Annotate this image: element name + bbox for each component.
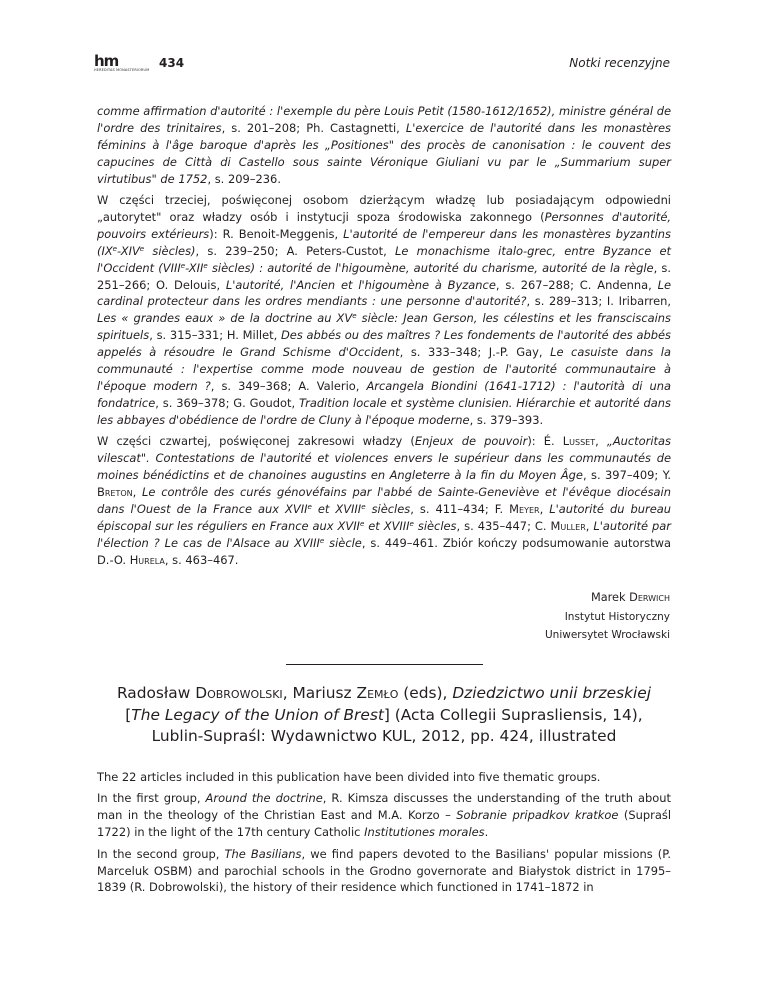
reviewer-affiliation-university: Uniwersytet Wrocławski — [544, 629, 670, 641]
review-title-line-2: [The Legacy of the Union of Brest] (Acta Collegii Suprasliensis, 14), — [125, 705, 643, 724]
review-title-line-1: Radosław Dobrowolski, Mariusz Zemło (eds), Dziedzictwo unii brzeskiej — [116, 684, 652, 702]
main-text — [97, 103, 671, 573]
review-paragraph-second-group: In the second group, The Basilians, we find papers devoted to the Basilians' popular missions (P. Marceluk OSBM) and parochial schools in the Grodno governorate and Białystok district in 1795–1839 (R. Dobrowolski), the history of their residence which functioned in 1741–1872 in — [97, 846, 671, 895]
page-number: 434 — [159, 56, 185, 70]
review-paragraph-intro: The 22 articles included in this publication have been divided into five thematic groups. — [97, 770, 601, 784]
publisher-logo — [94, 52, 150, 78]
review-text — [97, 769, 671, 901]
reviewer-affiliation-institute: Instytut Historyczny — [564, 610, 670, 623]
paragraph-part-two-end: comme affirmation d'autorité : l'exemple du père Louis Petit (1580-1612/1652), ministre général de l'ordre des trinitaires, s. 201–208; Ph. Castagnetti, L'exercice de l'autorité dans les monastères féminins à l'âge baroque d'après les „Positiones" des procès de canonisation : le couvent des capucines de Città di Castello sous sainte Véronique Giuliani vu par le „Summarium super virtutibus" de 1752, s. 209–236. — [97, 104, 671, 186]
reviewer-name: Marek Derwich — [590, 591, 670, 604]
paragraph-part-four: W części czwartej, poświęconej zakresowi władzy (Enjeux de pouvoir): É. Lusset, „Auctoritas vilescat". Contestations de l'autorité et violences envers le supérieur dans les communautés de moines bénédictins et de chanoines augustins en Angleterre à la fin du Moyen Âge, s. 397–409; Y. Breton, Le contrôle des curés génovéfains par l'abbé de Sainte-Geneviève et l'évêque diocésain dans l'Ouest de la France aux XVIIe et XVIIIe siècles, s. 411–434; F. Meyer, L'autorité du bureau épiscopal sur les réguliers en France aux XVIIe et XVIIIe siècles, s. 435–447; C. Muller, L'autorité par l'élection ? Le cas de l'Alsace au XVIIIe siècle, s. 449–461. Zbiór kończy podsumowanie autorstwa D.-O. Hurela, s. 463–467. — [97, 434, 672, 567]
logo-subtitle: HEREDITAS MONASTERIORUM — [94, 68, 150, 72]
review-title-line-3: Lublin-Supraśl: Wydawnictwo KUL, 2012, pp. 424, illustrated — [151, 727, 617, 745]
review-title — [96, 683, 672, 748]
paragraph-part-three: W części trzeciej, poświęconej osobom dzierżącym władzę lub posiadającym odpowiedni „autorytet" oraz władzy osób i instytucji spoza środowiska zakonnego (Personnes d'autorité, pouvoirs extérieurs): R. Benoit-Meggenis, L'autorité de l'empereur dans les monastères byzantins (IXe-XIVe siècles), s. 239–250; A. Peters-Custot, Le monachisme italo-grec, entre Byzance et l'Occident (VIIIe-XIIe siècles) : autorité de l'higoumène, autorité du charisme, autorité de la règle, s. 251–266; O. Delouis, L'autorité, l'Ancien et l'higoumène à Byzance, s. 267–288; C. Andenna, Le cardinal protecteur dans les ordres mendiants : une personne d'autorité?, s. 289–313; I. Iribarren, Les « grandes eaux » de la doctrine au XVe siècle: Jean Gerson, les célestins et les fransciscains spirituels, s. 315–331; H. Millet, Des abbés ou des maîtres ? Les fondements de l'autorité des abbés appelés à résoudre le Grand Schisme d'Occident, s. 333–348; J.-P. Gay, Le casuiste dans la communauté : l'expertise comme mode nouveau de gestion de l'autorité communautaire à l'époque modern ?, s. 349–368; A. Valerio, Arcangela Biondini (1641-1712) : l'autorità di una fondatrice, s. 369–378; G. Goudot, Tradition locale et système clunisien. Hiérarchie et autorité dans les abbayes d'obédience de l'ordre de Cluny à l'époque moderne, s. 379–393. — [97, 193, 672, 427]
reviewer-signature — [545, 589, 670, 645]
running-head: Notki recenzyjne — [569, 56, 670, 70]
section-divider — [286, 664, 483, 665]
logo-mark: hm — [94, 52, 119, 70]
review-paragraph-first-group: In the first group, Around the doctrine, R. Kimsza discusses the understanding of the truth about man in the theology of the Christian East and M.A. Korzo – Sobranie pripadkov kratkoe (Supraśl 1722) in the light of the 17th century Catholic Institutiones morales. — [97, 791, 672, 840]
